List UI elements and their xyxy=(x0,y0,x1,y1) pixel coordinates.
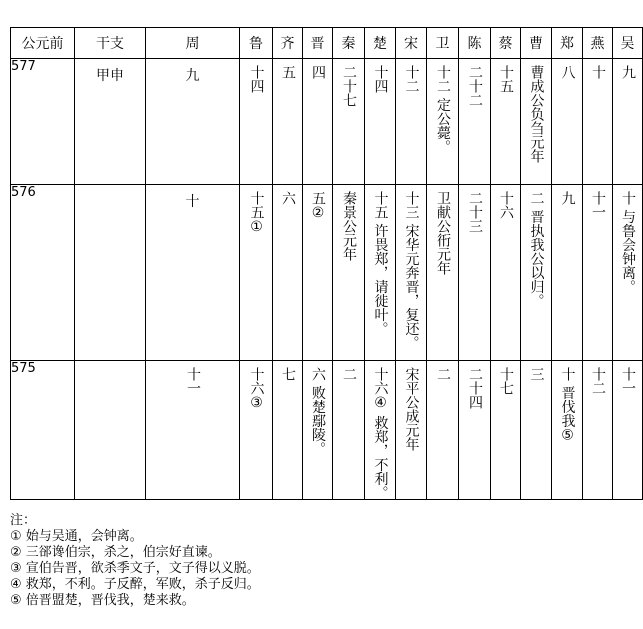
table-row xyxy=(11,361,643,500)
state-cell xyxy=(427,59,459,185)
state-entry: 二十三 xyxy=(467,191,483,233)
ganzhi-cell xyxy=(75,185,146,361)
header-chen: 陈 xyxy=(459,28,491,59)
state-cell xyxy=(240,59,273,185)
header-cao: 曹 xyxy=(521,28,552,59)
footnote-item: ① 始与吴通，会钟离。 xyxy=(10,529,143,544)
ganzhi-cell xyxy=(75,361,146,500)
state-entry: 十六④ 救郑，不利。 xyxy=(372,367,389,500)
state-cell xyxy=(303,361,333,500)
header-chu: 楚 xyxy=(365,28,396,59)
state-cell xyxy=(583,59,613,185)
state-entry: 十五 许畏郑，请徙叶。 xyxy=(372,191,389,336)
state-cell xyxy=(240,361,273,500)
chronology-table xyxy=(10,27,643,500)
state-cell xyxy=(396,361,427,500)
state-entry: 宋平公成元年 xyxy=(403,367,420,451)
state-entry: 十四 xyxy=(372,65,389,93)
state-cell xyxy=(613,361,643,500)
state-entry: 曹成公负刍元年 xyxy=(528,65,545,163)
year-cell: 575 xyxy=(11,361,75,500)
state-cell xyxy=(365,59,396,185)
header-lu: 鲁 xyxy=(240,28,273,59)
state-entry: 五② xyxy=(310,191,326,221)
state-cell xyxy=(613,185,643,361)
state-entry: 八 xyxy=(559,65,576,79)
state-entry: 十五 xyxy=(498,65,514,93)
state-entry: 四 xyxy=(310,65,326,79)
state-cell xyxy=(491,361,521,500)
state-entry: 五 xyxy=(280,65,296,79)
state-cell xyxy=(521,59,552,185)
state-entry: 二 xyxy=(435,367,451,381)
footnote-item: ④ 救郑，不利。子反醉，军败，杀子反归。 xyxy=(10,577,260,592)
header-ganzhi: 干支 xyxy=(75,28,146,59)
state-entry: 十五① xyxy=(248,191,265,235)
state-cell xyxy=(365,185,396,361)
year-cell: 577 xyxy=(11,59,75,185)
state-entry: 九 xyxy=(185,68,200,84)
state-cell xyxy=(396,185,427,361)
state-entry: 十 与鲁会钟离。 xyxy=(620,191,636,294)
state-cell xyxy=(583,361,613,500)
state-cell xyxy=(333,361,365,500)
year-cell: 576 xyxy=(11,185,75,361)
state-entry: 二 晋执我公以归。 xyxy=(528,191,545,308)
header-zhou: 周 xyxy=(146,28,240,59)
state-cell xyxy=(613,59,643,185)
header-wu: 吴 xyxy=(613,28,643,59)
state-cell xyxy=(146,59,240,185)
state-cell xyxy=(459,361,491,500)
header-bce: 公元前 xyxy=(11,28,75,59)
state-cell xyxy=(333,185,365,361)
header-song: 宋 xyxy=(396,28,427,59)
state-entry: 秦景公元年 xyxy=(341,191,357,261)
state-entry: 十七 xyxy=(498,367,514,395)
state-cell xyxy=(583,185,613,361)
state-cell xyxy=(303,59,333,185)
state-entry: 三 xyxy=(528,367,545,381)
state-entry: 十三 宋华元奔晋，复还。 xyxy=(403,191,420,350)
table-row xyxy=(11,185,643,361)
state-entry: 十二 定公薨。 xyxy=(435,65,451,154)
state-entry: 二十四 xyxy=(467,367,483,409)
state-cell xyxy=(333,59,365,185)
state-cell xyxy=(396,59,427,185)
header-cai: 蔡 xyxy=(491,28,521,59)
table-row xyxy=(11,59,643,185)
footnotes-title: 注： xyxy=(10,513,37,528)
header-qin: 秦 xyxy=(333,28,365,59)
state-cell xyxy=(427,185,459,361)
state-cell xyxy=(365,361,396,500)
state-entry: 十 晋伐我⑤ xyxy=(559,367,576,444)
header-qi: 齐 xyxy=(273,28,303,59)
header-jin: 晋 xyxy=(303,28,333,59)
ganzhi-text: 甲申 xyxy=(96,68,124,84)
state-entry: 二 xyxy=(341,367,357,381)
state-cell xyxy=(146,185,240,361)
footnote-item: ⑤ 倍晋盟楚，晋伐我，楚来救。 xyxy=(10,593,195,608)
state-entry: 十一 xyxy=(185,367,201,395)
state-cell xyxy=(427,361,459,500)
state-entry: 二十七 xyxy=(341,65,357,107)
state-entry: 十 xyxy=(590,65,606,79)
state-entry: 九 xyxy=(620,65,636,79)
state-entry: 十六 xyxy=(498,191,514,219)
state-cell xyxy=(459,59,491,185)
state-cell xyxy=(273,59,303,185)
state-entry: 九 xyxy=(559,191,576,205)
state-entry: 十二 xyxy=(403,65,420,93)
state-cell xyxy=(303,185,333,361)
state-entry: 六 xyxy=(280,191,296,205)
state-entry: 十 xyxy=(185,194,200,210)
ganzhi-cell xyxy=(75,59,146,185)
header-row xyxy=(11,28,643,59)
state-entry: 十二 xyxy=(590,367,606,395)
state-cell xyxy=(552,185,583,361)
state-cell xyxy=(459,185,491,361)
state-entry: 十六③ xyxy=(248,367,265,411)
state-entry: 十一 xyxy=(590,191,606,219)
header-zheng: 郑 xyxy=(552,28,583,59)
footnotes xyxy=(10,513,260,609)
state-entry: 十一 xyxy=(620,367,636,395)
footnote-item: ② 三郤谗伯宗，杀之，伯宗好直谏。 xyxy=(10,545,221,560)
state-entry: 二十二 xyxy=(467,65,483,107)
state-cell xyxy=(273,185,303,361)
state-cell xyxy=(491,59,521,185)
state-cell xyxy=(552,59,583,185)
state-cell xyxy=(240,185,273,361)
state-entry: 卫献公衎元年 xyxy=(435,191,451,275)
header-wei: 卫 xyxy=(427,28,459,59)
state-entry: 七 xyxy=(280,367,296,381)
state-cell xyxy=(491,185,521,361)
state-cell xyxy=(552,361,583,500)
state-entry: 十四 xyxy=(248,65,265,93)
header-yan: 燕 xyxy=(583,28,613,59)
state-cell xyxy=(146,361,240,500)
state-entry: 六 败楚鄢陵。 xyxy=(310,367,326,456)
state-cell xyxy=(273,361,303,500)
state-cell xyxy=(521,185,552,361)
state-cell xyxy=(521,361,552,500)
footnote-item: ③ 宣伯告晋，欲杀季文子，文子得以义脱。 xyxy=(10,561,260,576)
